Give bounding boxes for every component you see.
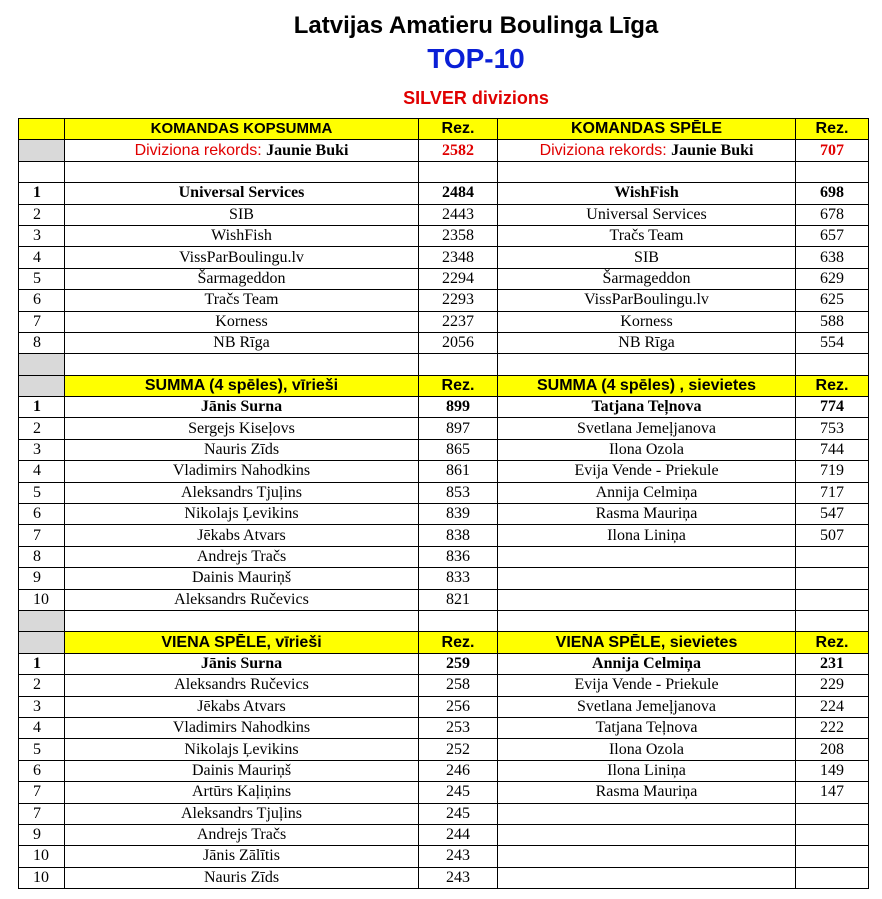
table-row xyxy=(19,504,869,525)
name-cell: Nauris Zīds xyxy=(65,439,419,460)
table-row xyxy=(19,332,869,353)
score-cell: 224 xyxy=(796,696,869,717)
score-cell: 774 xyxy=(796,397,869,418)
name-cell: Jānis Surna xyxy=(65,397,419,418)
score-cell: 554 xyxy=(796,332,869,353)
score-cell: 657 xyxy=(796,225,869,246)
table-row xyxy=(19,739,869,760)
name-cell: Vladimirs Nahodkins xyxy=(65,717,419,738)
score-cell: 838 xyxy=(419,525,498,546)
name-cell: SIB xyxy=(498,247,796,268)
name-cell: Annija Celmiņa xyxy=(498,653,796,674)
table-row xyxy=(19,782,869,803)
spacer-cell xyxy=(19,161,65,182)
name-cell: Nikolajs Ļevikins xyxy=(65,739,419,760)
league-title: Latvijas Amatieru Boulinga Līga xyxy=(293,12,659,39)
name-cell: Šarmageddon xyxy=(498,268,796,289)
name-cell: WishFish xyxy=(65,225,419,246)
rank-cell: 6 xyxy=(19,504,65,525)
name-cell: NB Rīga xyxy=(498,332,796,353)
table-row xyxy=(19,247,869,268)
name-cell: Jānis Zālītis xyxy=(65,846,419,867)
table-row xyxy=(19,482,869,503)
table-row xyxy=(19,311,869,332)
name-cell: Andrejs Tračs xyxy=(65,824,419,845)
table-row xyxy=(19,653,869,674)
table-row xyxy=(19,717,869,738)
score-cell: 2056 xyxy=(419,332,498,353)
table-row xyxy=(19,760,869,781)
score-cell: 2237 xyxy=(419,311,498,332)
results-table xyxy=(18,118,869,889)
name-cell: VissParBoulingu.lv xyxy=(65,247,419,268)
rank-cell: 4 xyxy=(19,247,65,268)
rank-cell: 7 xyxy=(19,803,65,824)
table-row xyxy=(19,867,869,888)
score-cell: 259 xyxy=(419,653,498,674)
score-cell: 507 xyxy=(796,525,869,546)
name-cell: Korness xyxy=(65,311,419,332)
name-cell: Tračs Team xyxy=(65,290,419,311)
score-cell: 2358 xyxy=(419,225,498,246)
name-cell: Tatjana Teļnova xyxy=(498,717,796,738)
rank-blank xyxy=(19,140,65,161)
name-cell: Evija Vende - Priekule xyxy=(498,675,796,696)
rank-cell: 5 xyxy=(19,739,65,760)
rank-cell: 8 xyxy=(19,332,65,353)
spacer-row xyxy=(19,610,869,631)
score-cell: 231 xyxy=(796,653,869,674)
rank-cell: 3 xyxy=(19,225,65,246)
record-value: 707 xyxy=(796,140,869,161)
score-cell: 256 xyxy=(419,696,498,717)
rez-header: Rez. xyxy=(419,632,498,653)
section-title: SUMMA (4 spēles) , sievietes xyxy=(498,375,796,396)
score-cell: 243 xyxy=(419,867,498,888)
score-cell: 698 xyxy=(796,183,869,204)
spacer-row xyxy=(19,161,869,182)
record-team: Jaunie Buki xyxy=(266,141,349,159)
name-cell: Aleksandrs Ručevics xyxy=(65,589,419,610)
rank-cell: 8 xyxy=(19,546,65,567)
name-cell xyxy=(498,824,796,845)
name-cell: Evija Vende - Priekule xyxy=(498,461,796,482)
rank-cell: 1 xyxy=(19,183,65,204)
score-cell: 897 xyxy=(419,418,498,439)
table-row xyxy=(19,290,869,311)
score-cell: 588 xyxy=(796,311,869,332)
score-cell: 147 xyxy=(796,782,869,803)
score-cell: 853 xyxy=(419,482,498,503)
table-row xyxy=(19,675,869,696)
name-cell: Nauris Zīds xyxy=(65,867,419,888)
rez-header: Rez. xyxy=(796,119,869,140)
name-cell: Dainis Mauriņš xyxy=(65,568,419,589)
rank-cell: 7 xyxy=(19,782,65,803)
record-label: Diviziona rekords: xyxy=(539,141,667,159)
teams-total-title: KOMANDAS KOPSUMMA xyxy=(65,119,419,140)
spacer-cell xyxy=(419,161,498,182)
name-cell: Universal Services xyxy=(498,204,796,225)
score-cell xyxy=(796,824,869,845)
rank-cell: 5 xyxy=(19,482,65,503)
name-cell: WishFish xyxy=(498,183,796,204)
name-cell: Svetlana Jemeļjanova xyxy=(498,696,796,717)
section-title: VIENA SPĒLE, sievietes xyxy=(498,632,796,653)
name-cell: Svetlana Jemeļjanova xyxy=(498,418,796,439)
score-cell: 244 xyxy=(419,824,498,845)
score-cell xyxy=(796,803,869,824)
score-cell: 258 xyxy=(419,675,498,696)
table-row xyxy=(19,589,869,610)
name-cell xyxy=(498,568,796,589)
name-cell xyxy=(498,546,796,567)
score-cell xyxy=(796,589,869,610)
results-table-body xyxy=(19,119,869,889)
table-row xyxy=(19,525,869,546)
name-cell: Jēkabs Atvars xyxy=(65,696,419,717)
rez-header: Rez. xyxy=(419,375,498,396)
rank-cell: 3 xyxy=(19,696,65,717)
name-cell: Artūrs Kaļiņins xyxy=(65,782,419,803)
table-row xyxy=(19,546,869,567)
rank-cell: 4 xyxy=(19,461,65,482)
table-row xyxy=(19,568,869,589)
name-cell: Tatjana Teļnova xyxy=(498,397,796,418)
name-cell: Ilona Ozola xyxy=(498,439,796,460)
rank-cell: 6 xyxy=(19,290,65,311)
rank-cell: 4 xyxy=(19,717,65,738)
name-cell: Sergejs Kiseļovs xyxy=(65,418,419,439)
score-cell: 208 xyxy=(796,739,869,760)
name-cell: NB Rīga xyxy=(65,332,419,353)
spacer-cell xyxy=(65,161,419,182)
score-cell: 625 xyxy=(796,290,869,311)
score-cell: 2484 xyxy=(419,183,498,204)
name-cell: Aleksandrs Tjuļins xyxy=(65,803,419,824)
section-title: VIENA SPĒLE, vīrieši xyxy=(65,632,419,653)
table-row xyxy=(19,183,869,204)
score-cell: 243 xyxy=(419,846,498,867)
blank-cell xyxy=(796,610,869,631)
rez-header: Rez. xyxy=(796,375,869,396)
score-cell: 753 xyxy=(796,418,869,439)
score-cell: 899 xyxy=(419,397,498,418)
record-value: 2582 xyxy=(419,140,498,161)
table-row xyxy=(19,418,869,439)
name-cell: Ilona Liniņa xyxy=(498,525,796,546)
name-cell: Jānis Surna xyxy=(65,653,419,674)
name-cell xyxy=(498,867,796,888)
score-cell: 2293 xyxy=(419,290,498,311)
score-cell: 2348 xyxy=(419,247,498,268)
table-row xyxy=(19,439,869,460)
record-team: Jaunie Buki xyxy=(671,141,754,159)
rank-cell: 1 xyxy=(19,397,65,418)
spacer-cell xyxy=(796,161,869,182)
name-cell: Rasma Mauriņa xyxy=(498,504,796,525)
spacer-row xyxy=(19,354,869,375)
score-cell xyxy=(796,867,869,888)
table-row xyxy=(19,846,869,867)
name-cell: Ilona Liniņa xyxy=(498,760,796,781)
blank-cell xyxy=(19,354,65,375)
name-cell: Annija Celmiņa xyxy=(498,482,796,503)
table-row xyxy=(19,225,869,246)
teams-header-row xyxy=(19,119,869,140)
rez-header: Rez. xyxy=(796,632,869,653)
header-blank xyxy=(19,375,65,396)
name-cell xyxy=(498,803,796,824)
blank-cell xyxy=(498,354,796,375)
score-cell: 839 xyxy=(419,504,498,525)
table-row xyxy=(19,824,869,845)
name-cell: Rasma Mauriņa xyxy=(498,782,796,803)
name-cell: Jēkabs Atvars xyxy=(65,525,419,546)
rank-cell: 10 xyxy=(19,589,65,610)
rez-header: Rez. xyxy=(419,119,498,140)
spacer-cell xyxy=(498,161,796,182)
section-header-row xyxy=(19,632,869,653)
name-cell: SIB xyxy=(65,204,419,225)
rank-cell: 1 xyxy=(19,653,65,674)
rank-cell: 10 xyxy=(19,846,65,867)
score-cell: 719 xyxy=(796,461,869,482)
blank-cell xyxy=(419,354,498,375)
score-cell: 821 xyxy=(419,589,498,610)
rank-cell: 6 xyxy=(19,760,65,781)
score-cell: 246 xyxy=(419,760,498,781)
score-cell: 245 xyxy=(419,782,498,803)
blank-cell xyxy=(19,610,65,631)
name-cell: Andrejs Tračs xyxy=(65,546,419,567)
rank-cell: 9 xyxy=(19,824,65,845)
name-cell: Tračs Team xyxy=(498,225,796,246)
header-blank xyxy=(19,119,65,140)
score-cell: 2294 xyxy=(419,268,498,289)
score-cell: 836 xyxy=(419,546,498,567)
score-cell: 229 xyxy=(796,675,869,696)
rank-cell: 2 xyxy=(19,204,65,225)
record-row xyxy=(19,140,869,161)
table-row xyxy=(19,696,869,717)
score-cell: 253 xyxy=(419,717,498,738)
name-cell: Universal Services xyxy=(65,183,419,204)
blank-cell xyxy=(498,610,796,631)
score-cell: 2443 xyxy=(419,204,498,225)
table-row xyxy=(19,461,869,482)
score-cell: 245 xyxy=(419,803,498,824)
name-cell: Nikolajs Ļevikins xyxy=(65,504,419,525)
header-blank xyxy=(19,632,65,653)
score-cell: 833 xyxy=(419,568,498,589)
name-cell: Dainis Mauriņš xyxy=(65,760,419,781)
top10-title: TOP-10 xyxy=(427,43,525,74)
score-cell: 252 xyxy=(419,739,498,760)
blank-cell xyxy=(796,354,869,375)
score-cell: 629 xyxy=(796,268,869,289)
record-cell xyxy=(65,140,419,161)
table-row xyxy=(19,803,869,824)
table-row xyxy=(19,204,869,225)
rank-cell: 2 xyxy=(19,675,65,696)
score-cell xyxy=(796,568,869,589)
rank-cell: 3 xyxy=(19,439,65,460)
score-cell: 149 xyxy=(796,760,869,781)
table-row xyxy=(19,397,869,418)
table-row xyxy=(19,268,869,289)
score-cell: 638 xyxy=(796,247,869,268)
score-cell xyxy=(796,846,869,867)
division-title: SILVER divizions xyxy=(403,88,549,108)
score-cell: 744 xyxy=(796,439,869,460)
name-cell: Ilona Ozola xyxy=(498,739,796,760)
score-cell: 678 xyxy=(796,204,869,225)
score-cell: 861 xyxy=(419,461,498,482)
score-cell: 222 xyxy=(796,717,869,738)
score-cell: 865 xyxy=(419,439,498,460)
name-cell: Vladimirs Nahodkins xyxy=(65,461,419,482)
name-cell: Aleksandrs Ručevics xyxy=(65,675,419,696)
rank-cell: 7 xyxy=(19,311,65,332)
teams-game-title: KOMANDAS SPĒLE xyxy=(498,119,796,140)
rank-cell: 5 xyxy=(19,268,65,289)
score-cell: 547 xyxy=(796,504,869,525)
section-header-row xyxy=(19,375,869,396)
name-cell: Šarmageddon xyxy=(65,268,419,289)
record-label: Diviziona rekords: xyxy=(134,141,262,159)
score-cell: 717 xyxy=(796,482,869,503)
score-cell xyxy=(796,546,869,567)
blank-cell xyxy=(65,354,419,375)
name-cell xyxy=(498,846,796,867)
section-title: SUMMA (4 spēles), vīrieši xyxy=(65,375,419,396)
name-cell: Korness xyxy=(498,311,796,332)
name-cell: Aleksandrs Tjuļins xyxy=(65,482,419,503)
name-cell xyxy=(498,589,796,610)
name-cell: VissParBoulingu.lv xyxy=(498,290,796,311)
rank-cell: 2 xyxy=(19,418,65,439)
rank-cell: 7 xyxy=(19,525,65,546)
blank-cell xyxy=(419,610,498,631)
rank-cell: 9 xyxy=(19,568,65,589)
record-cell xyxy=(498,140,796,161)
blank-cell xyxy=(65,610,419,631)
rank-cell: 10 xyxy=(19,867,65,888)
